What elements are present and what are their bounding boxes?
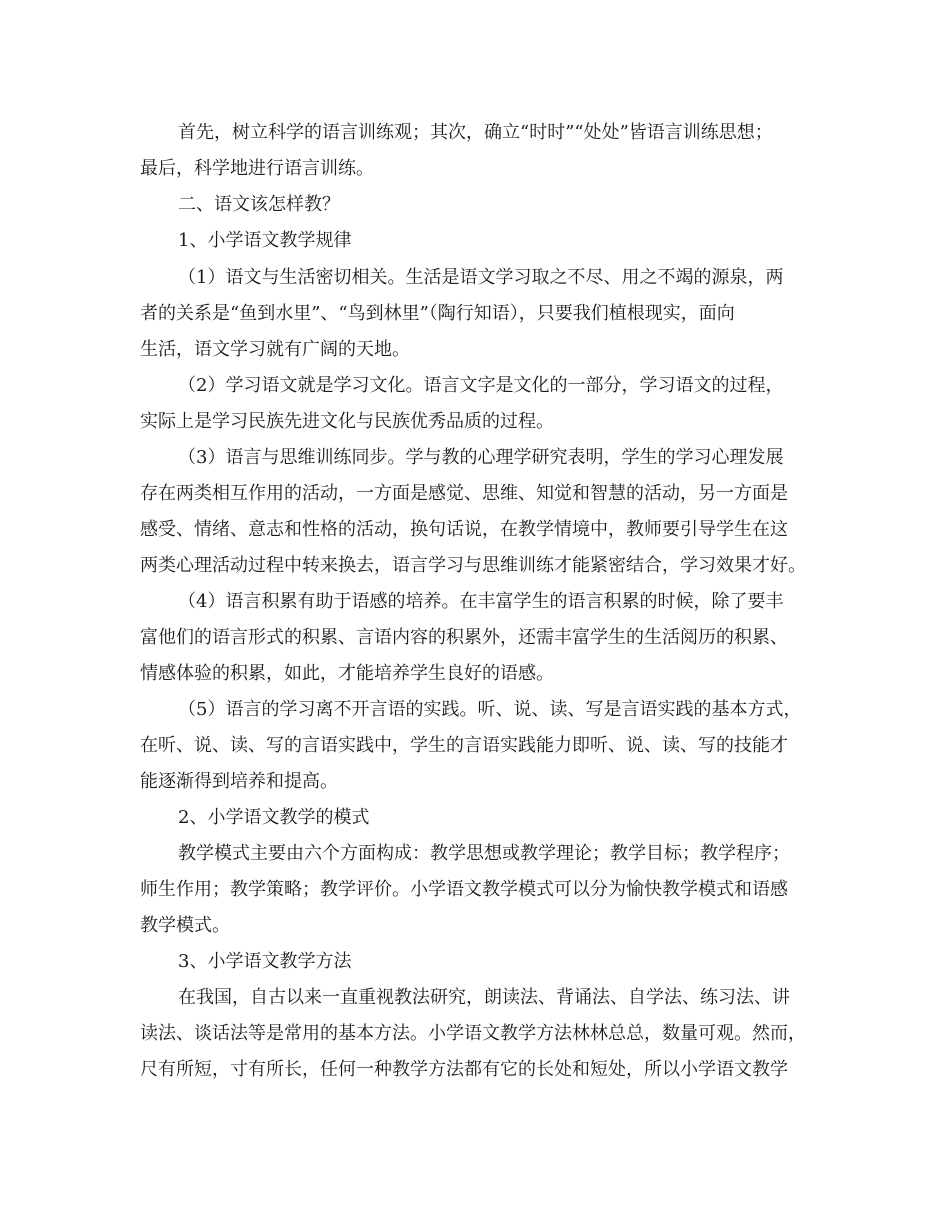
text-line: 读法、谈话法等是常用的基本方法。小学语文教学方法林林总总，数量可观。然而， bbox=[140, 1023, 806, 1044]
text-line: 感受、情绪、意志和性格的活动，换句话说，在教学情境中，教师要引导学生在这 bbox=[140, 519, 788, 540]
text-line: 能逐渐得到培养和提高。 bbox=[140, 771, 338, 792]
text-line: 在我国，自古以来一直重视教法研究，朗读法、背诵法、自学法、练习法、讲 bbox=[178, 987, 790, 1008]
text-line: 存在两类相互作用的活动，一方面是感觉、思维、知觉和智慧的活动，另一方面是 bbox=[140, 483, 788, 504]
text-line: 生活，语文学习就有广阔的天地。 bbox=[140, 339, 410, 360]
subsection-heading: 1、小学语文教学规律 bbox=[178, 230, 352, 251]
text-line: 情感体验的积累，如此，才能培养学生良好的语感。 bbox=[140, 663, 554, 684]
text-line: 首先，树立科学的语言训练观；其次，确立“时时”“处处”皆语言训练思想； bbox=[178, 122, 773, 143]
text-line: 尺有所短，寸有所长，任何一种教学方法都有它的长处和短处，所以小学语文教学 bbox=[140, 1059, 788, 1080]
text-line: （1）语文与生活密切相关。生活是语文学习取之不尽、用之不竭的源泉，两 bbox=[178, 267, 784, 288]
text-line: 教学模式主要由六个方面构成：教学思想或教学理论；教学目标；教学程序； bbox=[178, 843, 790, 864]
text-line: 者的关系是“鱼到水里”、“鸟到林里”（陶行知语），只要我们植根现实，面向 bbox=[140, 303, 735, 324]
text-line: （3）语言与思维训练同步。学与教的心理学研究表明，学生的学习心理发展 bbox=[178, 447, 784, 468]
text-line: （5）语言的学习离不开言语的实践。听、说、读、写是言语实践的基本方式， bbox=[178, 699, 802, 720]
text-line: 最后，科学地进行语言训练。 bbox=[140, 158, 374, 179]
text-line: 实际上是学习民族先进文化与民族优秀品质的过程。 bbox=[140, 411, 554, 432]
section-heading: 二、语文该怎样教？ bbox=[178, 194, 340, 215]
text-line: 教学模式。 bbox=[140, 915, 230, 936]
text-line: 富他们的语言形式的积累、言语内容的积累外，还需丰富学生的生活阅历的积累、 bbox=[140, 627, 788, 648]
text-line: 在听、说、读、写的言语实践中，学生的言语实践能力即听、说、读、写的技能才 bbox=[140, 735, 788, 756]
text-line: 师生作用；教学策略；教学评价。小学语文教学模式可以分为愉快教学模式和语感 bbox=[140, 879, 788, 900]
text-line: （4）语言积累有助于语感的培养。在丰富学生的语言积累的时候，除了要丰 bbox=[178, 591, 784, 612]
text-line: 两类心理活动过程中转来换去，语言学习与思维训练才能紧密结合，学习效果才好。 bbox=[140, 555, 806, 576]
subsection-heading: 3、小学语文教学方法 bbox=[178, 951, 352, 972]
text-line: （2）学习语文就是学习文化。语言文字是文化的一部分，学习语文的过程， bbox=[178, 375, 784, 396]
subsection-heading: 2、小学语文教学的模式 bbox=[178, 807, 370, 828]
